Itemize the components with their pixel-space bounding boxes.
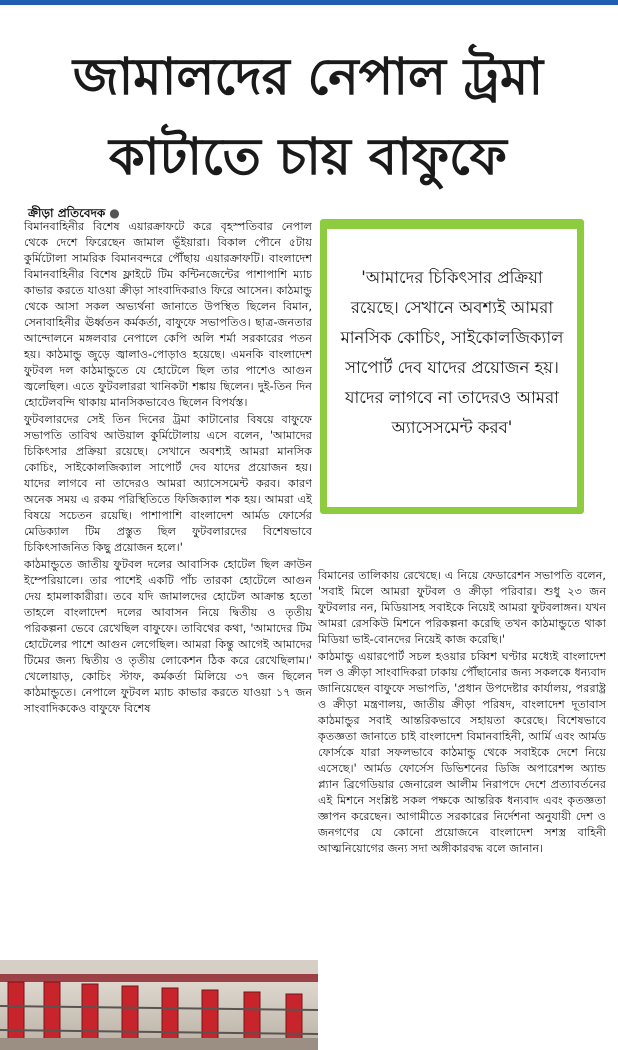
right-paragraph-2: কাঠমান্ডু এয়ারপোর্ট সচল হওয়ার চব্বিশ ঘণ্টার মধ্যেই বাংলাদেশ দল ও ক্রীড়া সাংবাদিকরা ঢাকায় পৌঁছানোর জন্য সকলকে ধন্যবাদ জানিয়েছেন বাফুফে সভাপতি, 'প্রধান উপদেষ্টার কার্যালয়, পররাষ্ট্র ও ক্রীড়া মন্ত্রণালয়, জাতীয় ক্রীড়া পরিষদ, বাংলাদেশ দূতাবাস কাঠমান্ডুর সবাই আন্তরিকভাবে সহায়তা করেছে। বিশেষভাবে কৃতজ্ঞতা জানাতে চাই বাংলাদেশ বিমানবাহিনী, আর্মি এবং আর্মড ফোর্সকে যারা সফলভাবে কাঠমান্ডু থেকে সবাইকে দেশে নিয়ে এসেছে।' আর্মড ফোর্সেস ডিভিশনের ডিজি অপারেশন্স অ্যান্ড প্ল্যান ব্রিগেডিয়ার জেনারেল আলীম নিরাপদে দেশে প্রত্যাবর্তনের এই মিশনে সংশ্লিষ্ট সকল পক্ষকে আন্তরিক ধন্যবাদ এবং কৃতজ্ঞতা জ্ঞাপন করেছেন। আগামীতে সরকারের নির্দেশনা অনুযায়ী দেশ ও জনগণের যে কোনো প্রয়োজনে বাংলাদেশ সশস্ত্র বাহিনী আত্মনিয়োগের জন্য সদা অঙ্গীকারবদ্ধ বলে জানান।	[318, 650, 606, 855]
headline: জামালদের নেপাল ট্রমা কাটাতে চায় বাফুফে	[72, 48, 544, 187]
article-right-column	[318, 568, 606, 858]
photo-illustration	[0, 960, 318, 1050]
byline-label: ক্রীড়া প্রতিবেদক	[28, 206, 106, 220]
pull-quote-text: 'আমাদের চিকিৎসার প্রক্রিয়া রয়েছে। সেখানে অবশ্যই আমরা মানসিক কোচিং, সাইকোলজিক্যাল সাপোর্ট দেব যাদের প্রয়োজন হয়। যাদের লাগবে না তাদেরও আমরা অ্যাসেসমেন্ট করব'	[340, 268, 564, 437]
left-paragraph-1: বিমানবাহিনীর বিশেষ এয়ারক্রাফটে করে বৃহস্পতিবার নেপাল থেকে দেশে ফিরেছেন জামাল ভূঁইয়ারা। বিকাল পৌনে ৫টায় কুর্মিটোলা সামরিক বিমানবন্দরে পৌঁছায় এয়ারক্রাফটি। বাংলাদেশ বিমানবাহিনীর বিশেষ ফ্লাইটে টিম কন্টিনজেন্টের পাশাপাশি ম্যাচ কাভার করতে যাওয়া ক্রীড়া সাংবাদিকরাও ফিরে আসেন। কাঠমান্ডু থেকে আসা সকল অভ্যর্থনা জানাতে উপস্থিত ছিলেন বিমান, সেনাবাহিনীর ঊর্ধ্বতন কর্মকর্তা, বাফুফে সভাপতিও। ছাত্র-জনতার আন্দোলনে মঙ্গলবার নেপালে কেপি অলি শর্মা সরকারের পতন হয়। কাঠমান্ডু জুড়ে জ্বালাও-পোড়াও হয়েছে। এমনকি বাংলাদেশ ফুটবল দল কাঠমান্ডুতে যে হোটেলে ছিল তার পাশেও আগুন জ্বলেছিল। এতে ফুটবলাররা খানিকটা শঙ্কায় ছিলেন। দুই-তিন দিন হোটেলবন্দি থাকায় মানসিকভাবেও ছিলেন বিপর্যস্ত।	[24, 220, 312, 409]
article-left-column	[24, 219, 312, 718]
left-paragraph-3: কাঠমান্ডুতে জাতীয় ফুটবল দলের আবাসিক হোটেল ছিল ক্রাউন ইম্পেরিয়ালে। তার পাশেই একটি পাঁচ তারকা হোটেলে আগুন দেয় হামলাকারীরা। তবে যদি জামালদের হোটেল আক্রান্ত হতো তাহলে বাংলাদেশ দলের আবাসন নিয়ে দ্বিতীয় ও তৃতীয় পরিকল্পনা ভেবে রেখেছিল বাফুফে। তাবিথের কথা, 'আমাদের টিম হোটেলের পাশে আগুন লেগেছিল। আমরা কিন্তু আগেই আমাদের টিমের জন্য দ্বিতীয় ও তৃতীয় লোকেশন ঠিক করে রেখেছিলাম।' খেলোয়াড়, কোচিং স্টাফ, কর্মকর্তা মিলিয়ে ৩৭ জন ছিলেন কাঠমান্ডুতে। নেপালে ফুটবল ম্যাচ কাভার করতে যাওয়া ১৭ জন সাংবাদিককেও বাফুফে বিশেষ	[24, 558, 312, 715]
byline-dot-icon: ●	[109, 206, 120, 220]
pull-quote-box	[320, 222, 584, 514]
aircraft-seats-photo	[0, 960, 318, 1050]
left-paragraph-2: ফুটবলারদের সেই তিন দিনের ট্রমা কাটানোর বিষয়ে বাফুফে সভাপতি তাবিথ আউয়াল কুর্মিটোলায় এসে বলেন, 'আমাদের চিকিৎসার প্রক্রিয়া রয়েছে। সেখানে অবশ্যই আমরা মানসিক কোচিং, সাইকোলজিক্যাল সাপোর্ট দেব যাদের প্রয়োজন হয়। যাদের লাগবে না তাদেরও আমরা অ্যাসেসমেন্ট করব। কারণ অনেক সময় এ রকম পরিস্থিতিতে ফিজিক্যাল শক হয়। আমরা এই বিষয়ে সচেতন রয়েছি। পাশাপাশি বাংলাদেশ আর্মড ফোর্সের মেডিক্যাল টিম প্রস্তুত ছিল ফুটবলারদের বিশেষভাবে চিকিৎসাজনিত কিছু প্রয়োজন হলে।'	[24, 413, 312, 554]
right-paragraph-1: বিমানের তালিকায় রেখেছে। এ নিয়ে ফেডারেশন সভাপতি বলেন, 'সবাই মিলে আমরা ফুটবল ও ক্রীড়া পরিবার। শুধু ২৩ জন ফুটবলার নন, মিডিয়াসহ সবাইকে নিয়েই আমরা ফুটবলাঙ্গন। যখন আমরা রেসকিউ মিশনে পরিকল্পনা করেছি তখন কাঠমান্ডুতে থাকা মিডিয়া ভাই-বোনদের নিয়েই কাজ করেছি।'	[318, 569, 606, 646]
top-accent-bar	[0, 0, 618, 5]
